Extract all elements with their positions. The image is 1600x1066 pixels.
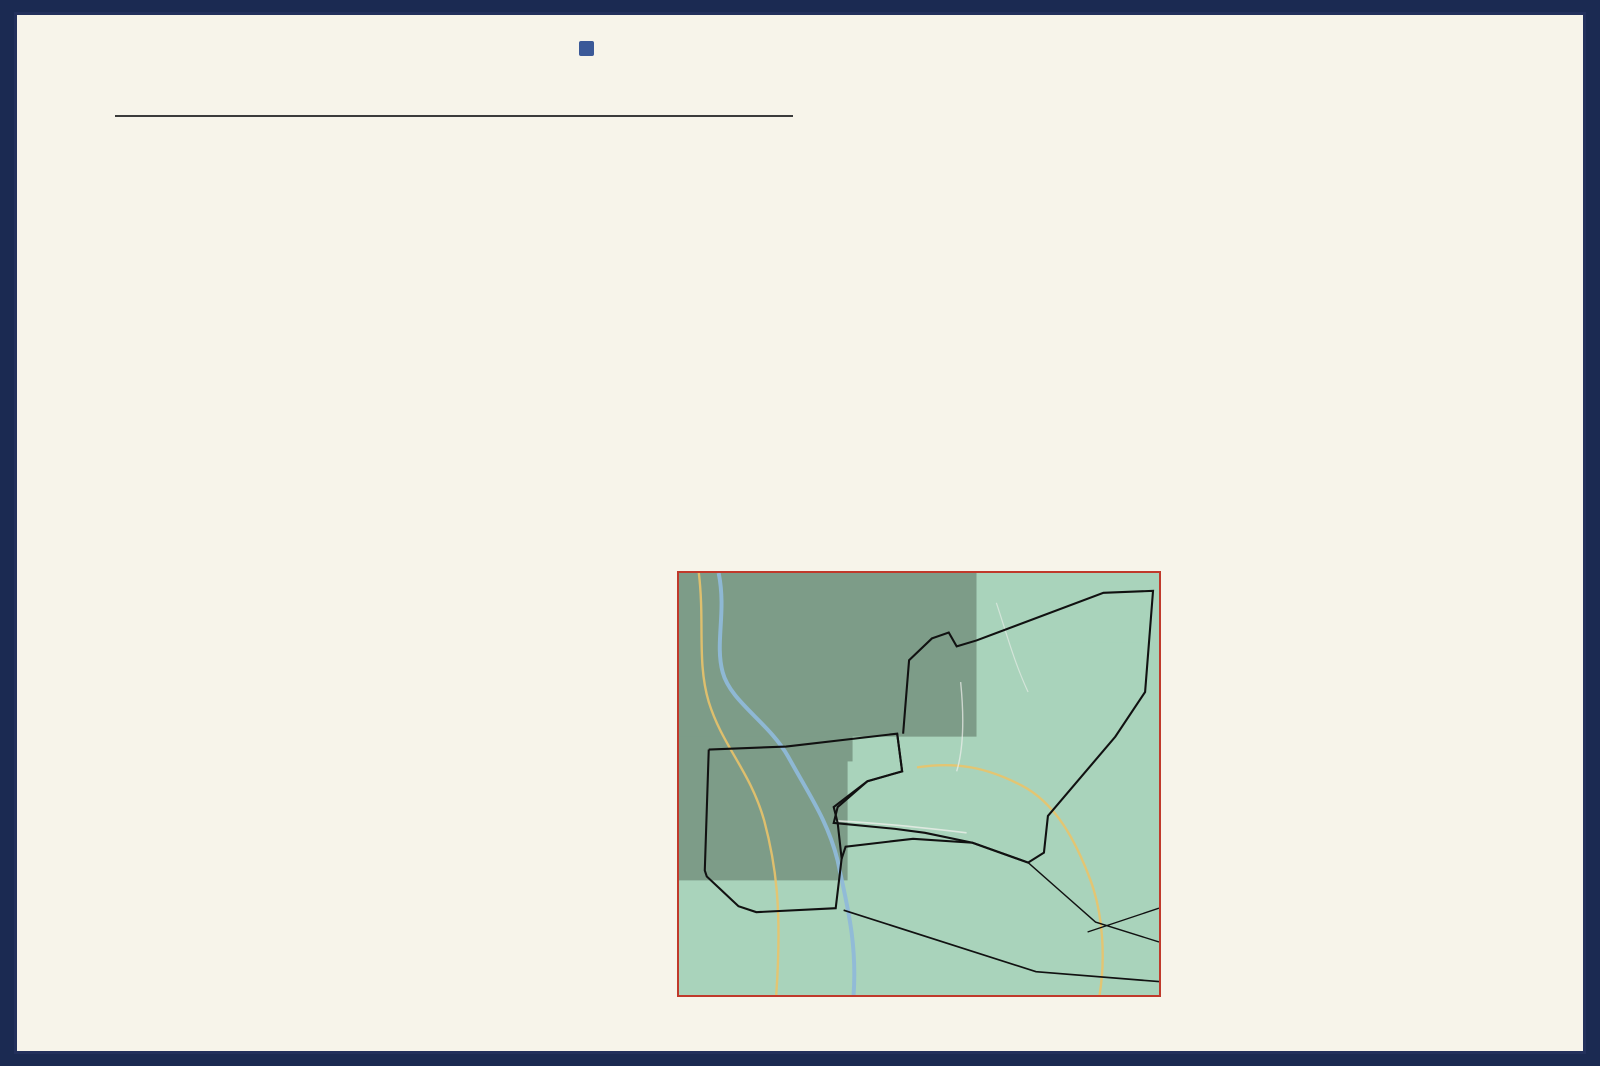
header-divider xyxy=(115,115,793,117)
poster-header xyxy=(17,15,1583,111)
facebook-icon xyxy=(579,41,594,56)
contact-block xyxy=(417,41,762,56)
recycling-calendar-poster xyxy=(14,12,1586,1054)
social-row xyxy=(417,41,762,56)
map-graphic xyxy=(679,573,1159,995)
collection-zone-map[interactable] xyxy=(677,571,1161,997)
